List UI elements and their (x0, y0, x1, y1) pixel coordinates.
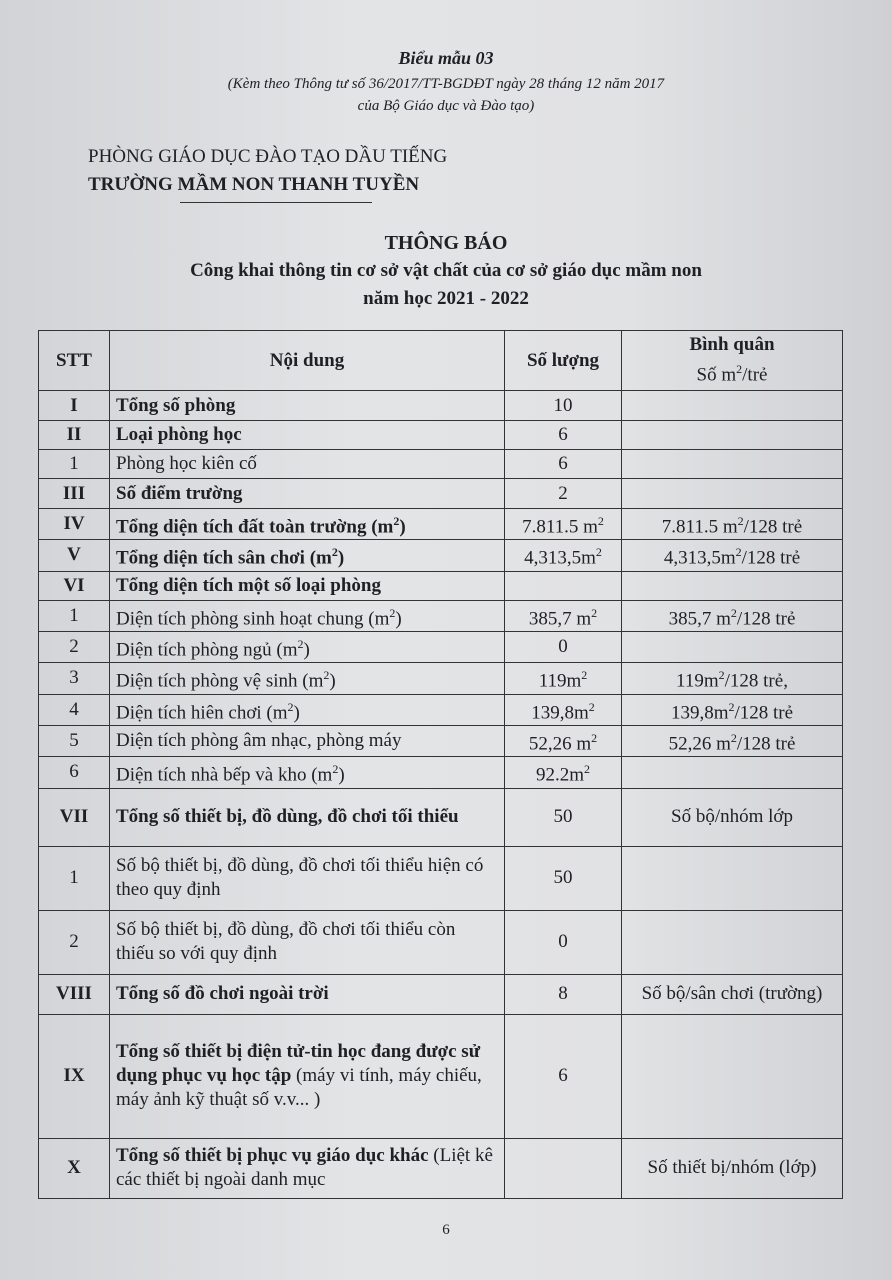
row-quantity: 2 (558, 482, 568, 504)
row-content-suffix: ) (303, 639, 310, 661)
table-row (39, 391, 843, 421)
row-quantity-sup: 2 (595, 545, 602, 560)
row-content-suffix: ) (337, 547, 345, 569)
row-average: 52,26 m (668, 733, 731, 755)
row-average-cell (622, 450, 843, 479)
row-content-cell (110, 725, 505, 756)
row-stt-cell (39, 788, 110, 846)
row-content-cell (110, 509, 505, 540)
row-content-sup: 2 (389, 605, 396, 620)
row-average-sup: 2 (735, 545, 742, 560)
header-average-title: Bình quân (689, 334, 775, 356)
row-stt-cell (39, 421, 110, 450)
row-average-sup: 2 (730, 605, 737, 620)
row-content-suffix: ) (293, 701, 300, 723)
row-quantity-cell (505, 757, 622, 788)
row-content-cell (110, 846, 505, 910)
row-average-cell (622, 571, 843, 600)
row-stt-cell (39, 974, 110, 1014)
row-quantity-cell (505, 974, 622, 1014)
row-content-cell (110, 450, 505, 479)
row-quantity-sup: 2 (581, 668, 588, 683)
row-average-sup: 2 (737, 514, 744, 528)
row-stt: 3 (69, 667, 79, 689)
row-stt: 1 (69, 453, 79, 474)
table-row (39, 910, 843, 974)
row-content: Diện tích phòng âm nhạc, phòng máy (116, 730, 402, 752)
row-stt-cell (39, 757, 110, 788)
row-average-cell (622, 974, 843, 1014)
row-quantity: 92.2m (535, 764, 585, 786)
row-quantity: 52,26 m (528, 733, 592, 755)
row-average-cell (622, 910, 843, 974)
row-content: (máy vi tính, máy chiếu, máy ảnh kỹ thuật số v.v... ) (116, 1065, 482, 1111)
row-average-cell (622, 509, 843, 540)
row-content: Tổng diện tích đất toàn trường (m (116, 516, 394, 538)
row-quantity-sup: 2 (597, 514, 604, 528)
row-quantity: 4,313,5m (524, 547, 596, 569)
table-row (39, 974, 843, 1014)
row-quantity: 139,8m (531, 701, 589, 723)
row-content-sup: 2 (297, 636, 304, 651)
row-quantity-cell (505, 600, 622, 631)
row-average-cell (622, 757, 843, 788)
row-stt: VI (63, 574, 85, 596)
row-average: Số bộ/nhóm lớp (671, 806, 793, 828)
row-content-cell (110, 540, 505, 571)
row-content-suffix: ) (329, 670, 336, 692)
row-content-sup: 2 (332, 762, 339, 777)
row-content: Diện tích phòng sinh hoạt chung (m (116, 607, 390, 629)
row-content-cell (110, 788, 505, 846)
row-quantity-sup: 2 (591, 605, 598, 620)
header-average-unit-suffix: /trẻ (742, 364, 768, 386)
row-content-sup: 2 (287, 699, 294, 714)
row-quantity-cell (505, 1138, 622, 1198)
row-stt-cell (39, 571, 110, 600)
row-stt-cell (39, 540, 110, 571)
row-content: Tổng số đồ chơi ngoài trời (116, 983, 329, 1005)
row-average: 385,7 m (668, 607, 731, 629)
row-quantity: 6 (558, 424, 568, 445)
header-average-unit-prefix: Số m (696, 364, 737, 386)
row-content: Số bộ thiết bị, đồ dùng, đồ chơi tối thiểu hiện có theo quy định (116, 855, 484, 901)
row-average-sup: 2 (730, 730, 737, 745)
row-average-sup: 2 (718, 668, 725, 683)
row-content-cell (110, 757, 505, 788)
form-note-line2: của Bộ Giáo dục và Đào tạo) (357, 98, 535, 114)
row-average: 139,8m (670, 701, 729, 723)
table-row (39, 1138, 843, 1198)
row-stt: 1 (69, 867, 79, 889)
row-content: Diện tích nhà bếp và kho (m (116, 764, 333, 786)
row-quantity: 50 (553, 806, 573, 828)
table-row (39, 846, 843, 910)
facility-table-body (39, 331, 843, 1199)
row-quantity-cell (505, 631, 622, 662)
row-quantity-cell (505, 450, 622, 479)
header-average-unit (628, 357, 836, 387)
row-content-cell (110, 631, 505, 662)
row-content-cell (110, 600, 505, 631)
row-quantity-cell (505, 663, 622, 694)
row-quantity: 119m (538, 670, 582, 692)
row-stt: IV (63, 513, 85, 535)
row-content: Tổng số thiết bị, đồ dùng, đồ chơi tối thiểu (116, 806, 459, 828)
row-average: 119m (676, 670, 719, 692)
row-average: Số bộ/sân chơi (trường) (641, 983, 823, 1005)
table-row (39, 571, 843, 600)
school-underline (180, 202, 372, 203)
row-quantity-cell (505, 509, 622, 540)
row-content-suffix: ) (338, 764, 345, 786)
row-average-sup: 2 (728, 699, 735, 714)
row-stt-cell (39, 910, 110, 974)
header-quantity: Số lượng (505, 331, 622, 391)
row-average-cell (622, 788, 843, 846)
row-content: Tổng diện tích một số loại phòng (116, 574, 381, 596)
row-average-cell (622, 391, 843, 421)
row-average-cell (622, 694, 843, 725)
row-quantity: 50 (553, 867, 573, 889)
row-content-cell (110, 391, 505, 421)
row-quantity-cell (505, 910, 622, 974)
header-average (622, 331, 843, 391)
form-title: Biểu mẫu 03 (398, 48, 494, 68)
row-content-cell (110, 694, 505, 725)
row-stt-cell (39, 846, 110, 910)
row-stt-cell (39, 663, 110, 694)
table-row (39, 631, 843, 662)
row-stt: 1 (69, 604, 79, 626)
row-stt: 4 (69, 698, 79, 720)
row-average-cell (622, 1014, 843, 1138)
row-stt: 5 (69, 730, 79, 752)
header-content: Nội dung (110, 331, 505, 391)
row-stt: IX (63, 1065, 85, 1087)
row-average-cell (622, 540, 843, 571)
row-quantity-cell (505, 479, 622, 509)
table-row (39, 694, 843, 725)
row-average-suffix: /128 trẻ (743, 516, 803, 538)
row-stt-cell (39, 694, 110, 725)
row-quantity-sup: 2 (588, 699, 595, 714)
row-average-cell (622, 725, 843, 756)
form-note-line1: (Kèm theo Thông tư số 36/2017/TT-BGDĐT ngày 28 tháng 12 năm 2017 (227, 76, 665, 92)
row-quantity-cell (505, 571, 622, 600)
row-content: Diện tích phòng ngủ (m (116, 639, 298, 661)
row-stt: VII (59, 806, 89, 828)
row-content: Tổng số phòng (116, 394, 236, 416)
row-stt: 2 (69, 931, 79, 953)
row-stt: I (70, 394, 78, 416)
row-stt-cell (39, 725, 110, 756)
row-average-cell (622, 663, 843, 694)
notice-subtitle-line1: Công khai thông tin cơ sở vật chất của cơ sở giáo dục mầm non (190, 260, 702, 281)
row-content-cell (110, 1014, 505, 1138)
table-row (39, 421, 843, 450)
row-content: Diện tích hiên chơi (m (116, 701, 288, 723)
facility-table (38, 330, 843, 1199)
row-quantity-cell (505, 1014, 622, 1138)
row-stt: X (67, 1157, 81, 1179)
row-stt: II (66, 424, 82, 445)
row-quantity: 6 (558, 453, 568, 474)
table-row (39, 540, 843, 571)
table-row (39, 600, 843, 631)
row-average-cell (622, 1138, 843, 1198)
row-stt: 6 (69, 761, 79, 783)
row-content: Tổng diện tích sân chơi (m (116, 547, 332, 569)
row-average: 4,313,5m (663, 547, 736, 569)
row-quantity: 10 (553, 394, 573, 416)
row-stt: 2 (69, 636, 79, 658)
row-stt: III (62, 482, 86, 504)
row-stt-cell (39, 1138, 110, 1198)
table-row (39, 663, 843, 694)
row-content-sup: 2 (323, 668, 330, 683)
row-quantity-cell (505, 788, 622, 846)
row-content-cell (110, 479, 505, 509)
row-quantity-cell (505, 846, 622, 910)
row-stt: VIII (56, 983, 92, 1005)
row-quantity: 385,7 m (528, 607, 592, 629)
row-average: 7.811.5 m (661, 516, 738, 538)
table-row (39, 1014, 843, 1138)
notice-subtitle-line2: năm học 2021 - 2022 (363, 288, 529, 309)
row-content: Số bộ thiết bị, đồ dùng, đồ chơi tối thiểu còn thiếu so với quy định (116, 919, 456, 965)
row-quantity: 6 (558, 1065, 568, 1087)
row-average-cell (622, 631, 843, 662)
row-content-cell (110, 974, 505, 1014)
row-stt-cell (39, 1014, 110, 1138)
header-stt: STT (39, 331, 110, 391)
department-name: PHÒNG GIÁO DỤC ĐÀO TẠO DẦU TIẾNG (88, 146, 448, 167)
row-content: Số điểm trường (116, 482, 243, 504)
row-content-suffix: ) (399, 516, 406, 538)
row-average-suffix: /128 trẻ (736, 607, 796, 629)
table-row (39, 450, 843, 479)
row-stt-cell (39, 631, 110, 662)
table-row (39, 788, 843, 846)
row-content: Loại phòng học (116, 424, 242, 445)
header-average-unit-sup: 2 (736, 362, 743, 377)
row-average-cell (622, 479, 843, 509)
row-average-suffix: /128 trẻ, (724, 670, 788, 692)
row-quantity-sup: 2 (584, 762, 591, 777)
row-content-cell (110, 421, 505, 450)
row-quantity: 0 (558, 931, 568, 953)
row-stt-cell (39, 391, 110, 421)
row-average-suffix: /128 trẻ (741, 547, 801, 569)
row-quantity-cell (505, 540, 622, 571)
row-average-cell (622, 600, 843, 631)
notice-title: THÔNG BÁO (384, 232, 508, 254)
row-quantity-sup: 2 (591, 730, 598, 745)
row-quantity-cell (505, 725, 622, 756)
row-content-bold: Tổng số thiết bị phục vụ giáo dục khác (116, 1145, 429, 1167)
table-row (39, 757, 843, 788)
page-number: 6 (442, 1222, 450, 1238)
table-row (39, 509, 843, 540)
row-quantity-cell (505, 694, 622, 725)
row-quantity: 7.811.5 m (522, 516, 598, 538)
row-content: (Liệt kê các thiết bị ngoài danh mục (116, 1145, 493, 1191)
row-content-cell (110, 571, 505, 600)
row-stt-cell (39, 479, 110, 509)
row-average-cell (622, 846, 843, 910)
row-content-cell (110, 663, 505, 694)
row-stt-cell (39, 509, 110, 540)
row-average-suffix: /128 trẻ (736, 733, 796, 755)
row-quantity-cell (505, 421, 622, 450)
row-content-cell (110, 910, 505, 974)
row-stt: V (67, 544, 81, 566)
row-content-suffix: ) (395, 607, 402, 629)
table-row (39, 479, 843, 509)
row-content-bold: Tổng số thiết bị điện tử-tin học đang được sử dụng phục vụ học tập (116, 1041, 481, 1087)
row-stt-cell (39, 450, 110, 479)
table-row (39, 725, 843, 756)
row-quantity: 8 (558, 983, 568, 1005)
row-content: Phòng học kiên cố (116, 453, 257, 474)
row-quantity: 0 (558, 636, 568, 658)
table-header-row (39, 331, 843, 391)
row-content-cell (110, 1138, 505, 1198)
row-stt-cell (39, 600, 110, 631)
row-content-sup: 2 (331, 545, 338, 560)
row-content-sup: 2 (393, 514, 400, 528)
row-average-cell (622, 421, 843, 450)
school-name: TRƯỜNG MẦM NON THANH TUYỀN (88, 174, 420, 195)
row-average: Số thiết bị/nhóm (lớp) (647, 1157, 817, 1179)
row-quantity-cell (505, 391, 622, 421)
row-average-suffix: /128 trẻ (734, 701, 794, 723)
row-content: Diện tích phòng vệ sinh (m (116, 670, 324, 692)
